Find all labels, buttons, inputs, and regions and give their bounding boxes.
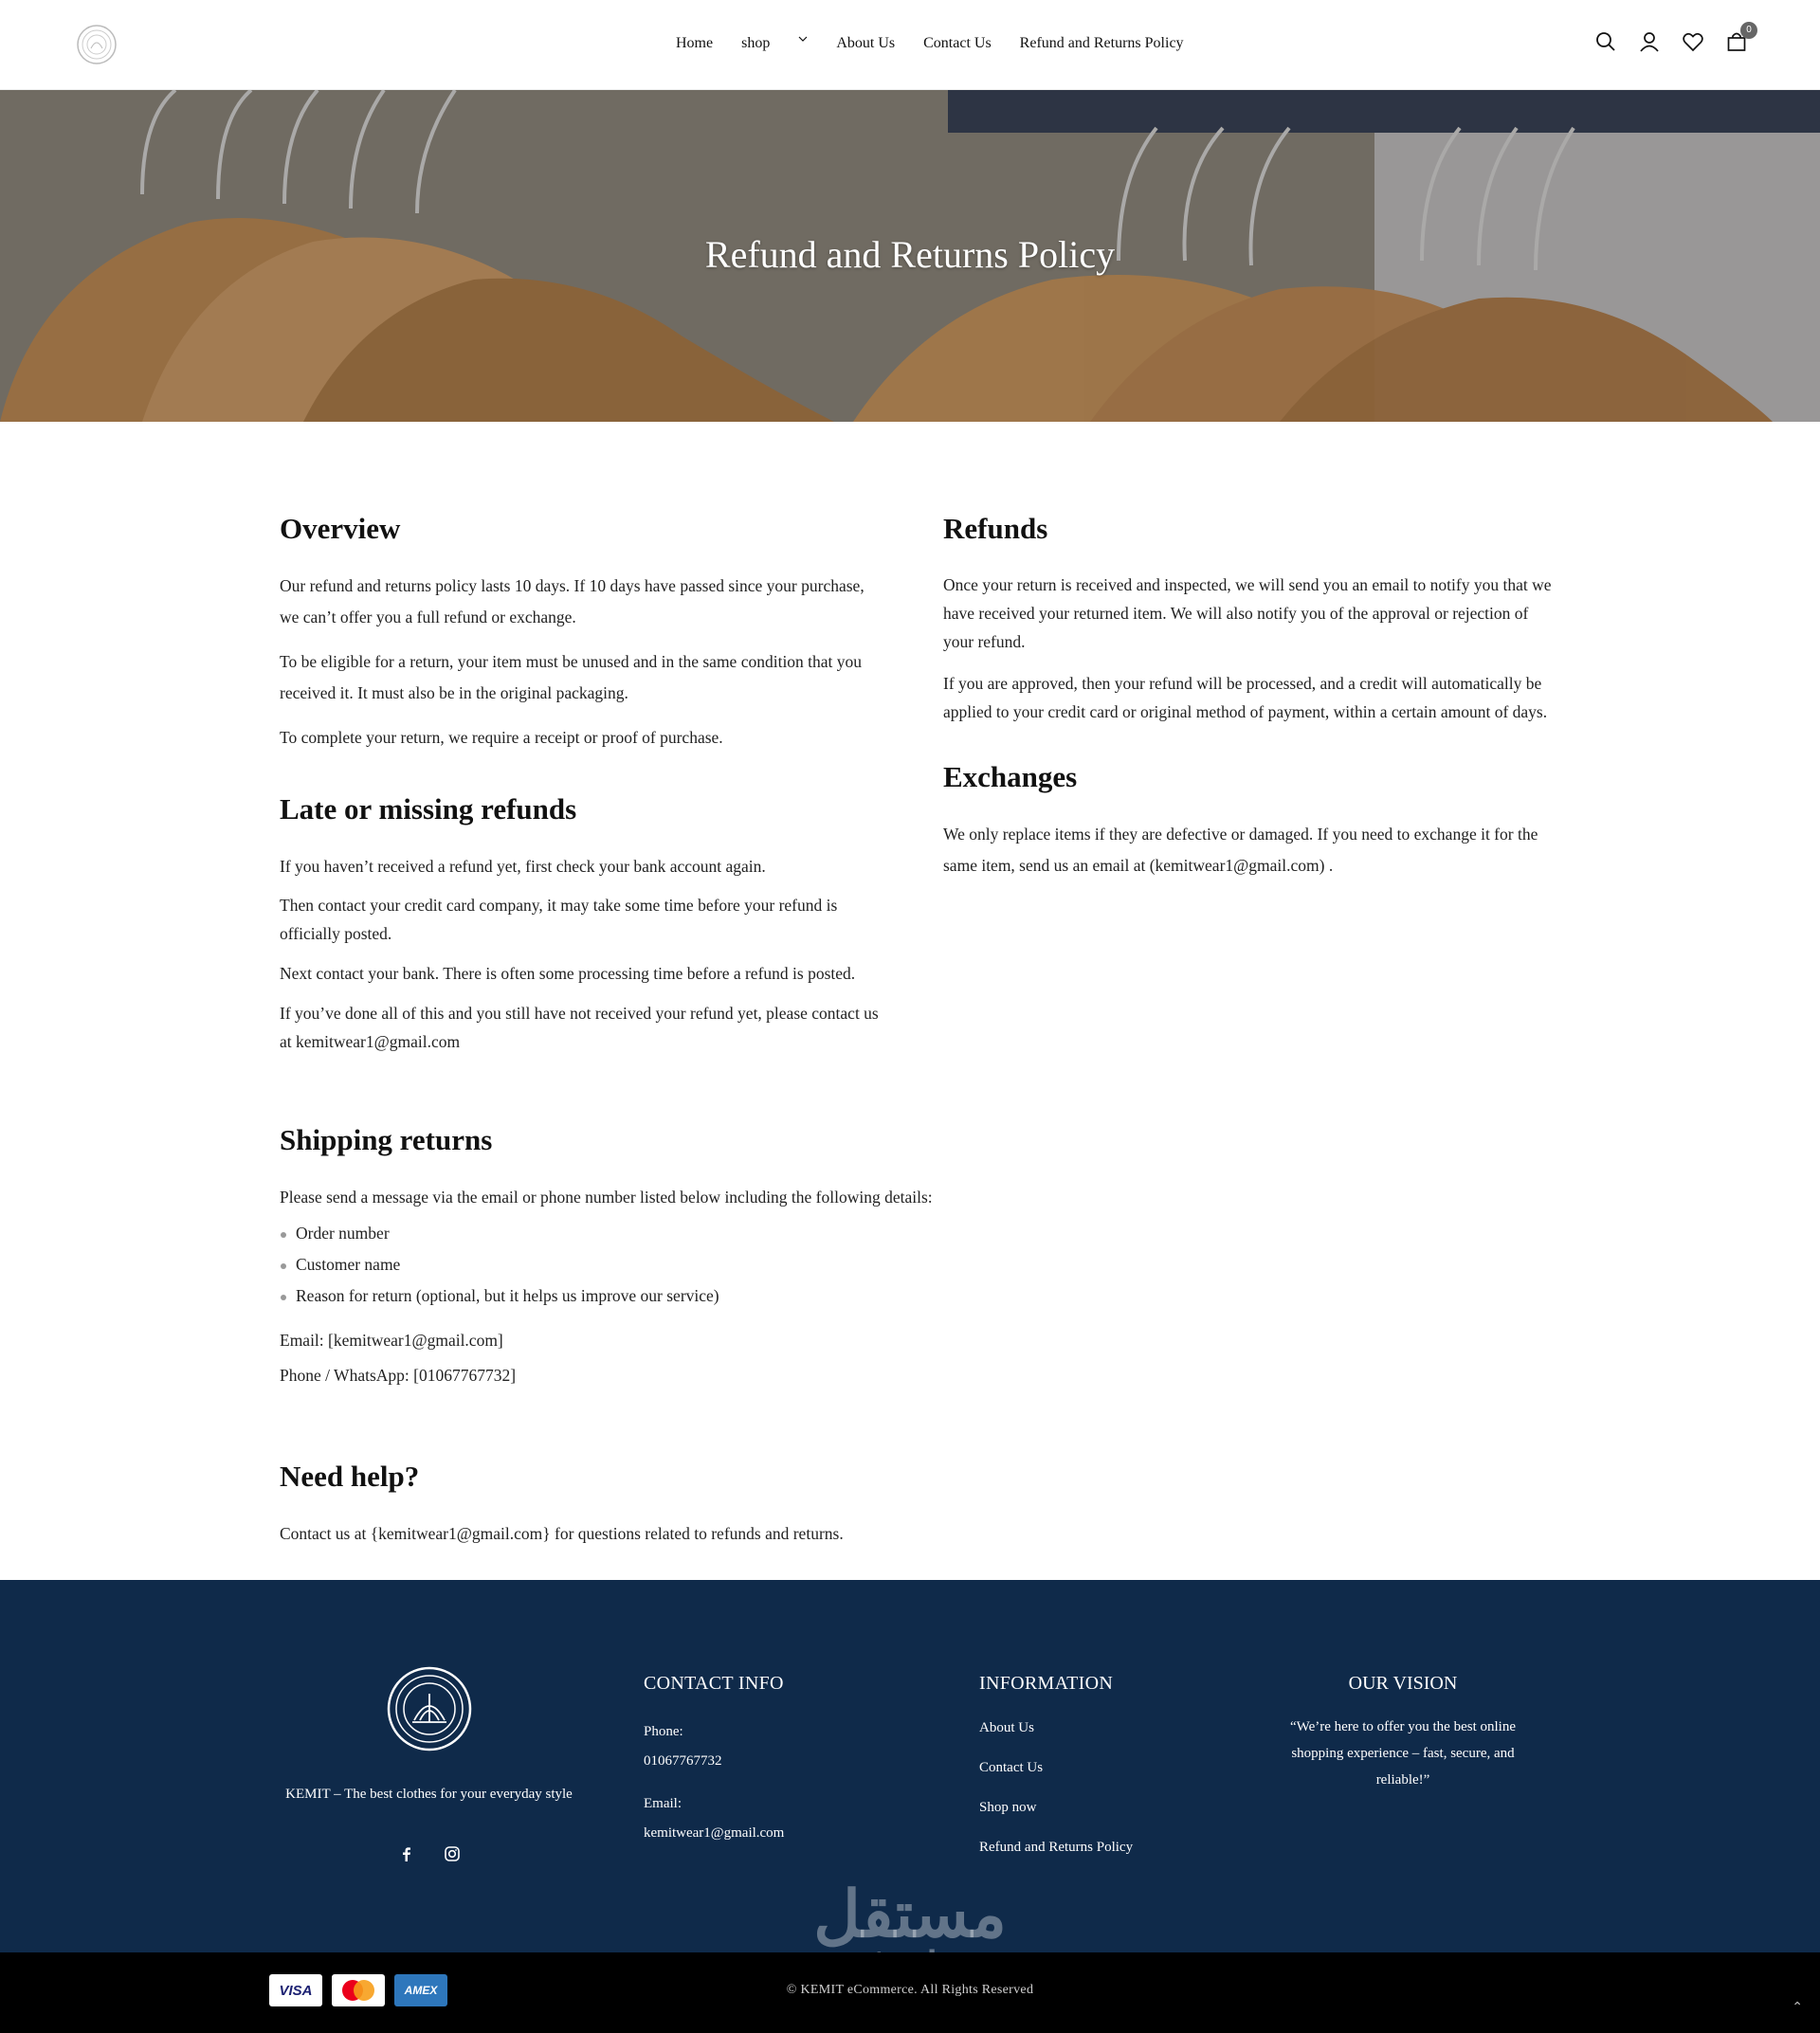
search-icon[interactable] [1594,30,1617,53]
shipping-returns-heading: Shipping returns [280,1123,493,1156]
footer-bottom-bar [0,1952,1820,2033]
scroll-to-top-icon[interactable]: ⌃ [1792,2000,1803,2015]
shipping-intro: Please send a message via the email or phone number listed below including the following details: [280,1188,933,1207]
nav-refund-policy[interactable]: Refund and Returns Policy [1019,35,1184,51]
need-help-heading: Need help? [280,1460,420,1493]
late-refunds-paragraph: Then contact your credit card company, it may take some time before your refund is officially posted. [280,896,838,943]
site-header [0,0,1820,90]
footer-vision-heading: OUR VISION [1348,1673,1458,1694]
overview-heading: Overview [280,512,401,545]
footer-brand-logo-icon[interactable] [386,1665,473,1752]
nav-shop-label: shop [741,35,771,51]
list-item: Customer name [280,1249,1417,1280]
left-column [280,512,886,1069]
shipping-phone: Phone / WhatsApp: [01067767732] [280,1366,517,1385]
footer-link-contact[interactable]: Contact Us [979,1760,1044,1775]
list-item: Order number [280,1218,1417,1249]
visa-icon: VISA [269,1974,322,2006]
footer-information-heading: INFORMATION [979,1673,1114,1694]
page-title: Refund and Returns Policy [704,233,1116,276]
footer-link-about[interactable]: About Us [979,1720,1034,1735]
wishlist-heart-icon[interactable] [1682,30,1704,53]
list-item: Reason for return (optional, but it helps us improve our service) [280,1280,1417,1312]
account-icon[interactable] [1638,30,1661,53]
nav-home[interactable]: Home [676,35,714,51]
instagram-icon[interactable] [444,1845,461,1862]
late-refunds-section [280,792,886,1056]
footer-information [979,1673,1133,1867]
footer-social-links [398,1845,461,1862]
late-refunds-paragraph: If you’ve done all of this and you still have not received your refund yet, please contact us at kemitwear1@gmail.com [280,1004,879,1051]
need-help-paragraph: Contact us at {kemitwear1@gmail.com} for questions related to refunds and returns. [280,1524,844,1543]
brand-logo-icon[interactable] [76,24,118,65]
chevron-down-icon [798,35,808,43]
nav-contact[interactable]: Contact Us [923,35,992,51]
amex-icon: AMEX [394,1974,447,2006]
overview-paragraph: Our refund and returns policy lasts 10 days. If 10 days have passed since your purchase, we can’t offer you a full refund or exchange. [280,576,864,626]
footer-email-label: Email: [644,1796,682,1811]
exchanges-heading: Exchanges [943,760,1078,793]
footer-vision [1270,1673,1536,1806]
refunds-paragraph: If you are approved, then your refund will be processed, and a credit will automatically be applied to your credit card or original method of payment, within a certain amount of days. [943,674,1548,721]
hero-banner [0,90,1820,422]
footer-link-refund-policy[interactable]: Refund and Returns Policy [979,1840,1134,1855]
exchanges-section [943,760,1559,881]
overview-section [280,512,886,753]
overview-paragraph: To complete your return, we require a receipt or proof of purchase. [280,728,723,747]
copyright-text: © KEMIT eCommerce. All Rights Reserved [786,1983,1034,1997]
overview-paragraph: To be eligible for a return, your item must be unused and in the same condition that you received it. It must also be in the original packaging. [280,652,863,702]
refunds-heading: Refunds [943,512,1048,545]
late-refunds-paragraph: Next contact your bank. There is often some processing time before a refund is posted. [280,964,856,983]
exchanges-paragraph: We only replace items if they are defective or damaged. If you need to exchange it for the same item, send us an email at (kemitwear1@gmail.com) . [943,825,1538,875]
shipping-email: Email: [kemitwear1@gmail.com] [280,1331,503,1350]
need-help-section [280,1460,1417,1562]
right-column [943,512,1559,895]
footer-vision-text: “We’re here to offer you the best online shopping experience – fast, secure, and reliable!” [1289,1719,1516,1788]
cart-icon[interactable] [1725,25,1752,53]
footer-contact-heading: CONTACT INFO [644,1673,784,1694]
late-refunds-heading: Late or missing refunds [280,792,577,826]
late-refunds-paragraph: If you haven’t received a refund yet, first check your bank account again. [280,857,766,876]
footer-link-shop[interactable]: Shop now [979,1800,1037,1815]
footer-tagline: KEMIT – The best clothes for your everyday style [285,1787,573,1802]
shipping-details-list [280,1218,1417,1312]
footer-contact-info [644,1673,784,1848]
facebook-icon[interactable] [398,1845,415,1862]
nav-shop[interactable] [741,35,808,52]
refunds-section [943,512,1559,726]
refunds-paragraph: Once your return is received and inspected, we will send you an email to notify you that we have received your returned item. We will also notify you of the approval or rejection of your refund. [943,575,1552,651]
footer-email-value[interactable]: kemitwear1@gmail.com [644,1825,785,1841]
shipping-returns-section [280,1123,1417,1405]
main-nav [676,35,1184,52]
watermark-arabic: مستقل [813,1879,1007,1951]
nav-about[interactable]: About Us [836,35,896,51]
footer-phone-label: Phone: [644,1724,683,1739]
header-actions [1594,25,1752,53]
footer-phone-value[interactable]: 01067767732 [644,1753,722,1769]
cart-count-badge: 0 [1740,22,1757,39]
